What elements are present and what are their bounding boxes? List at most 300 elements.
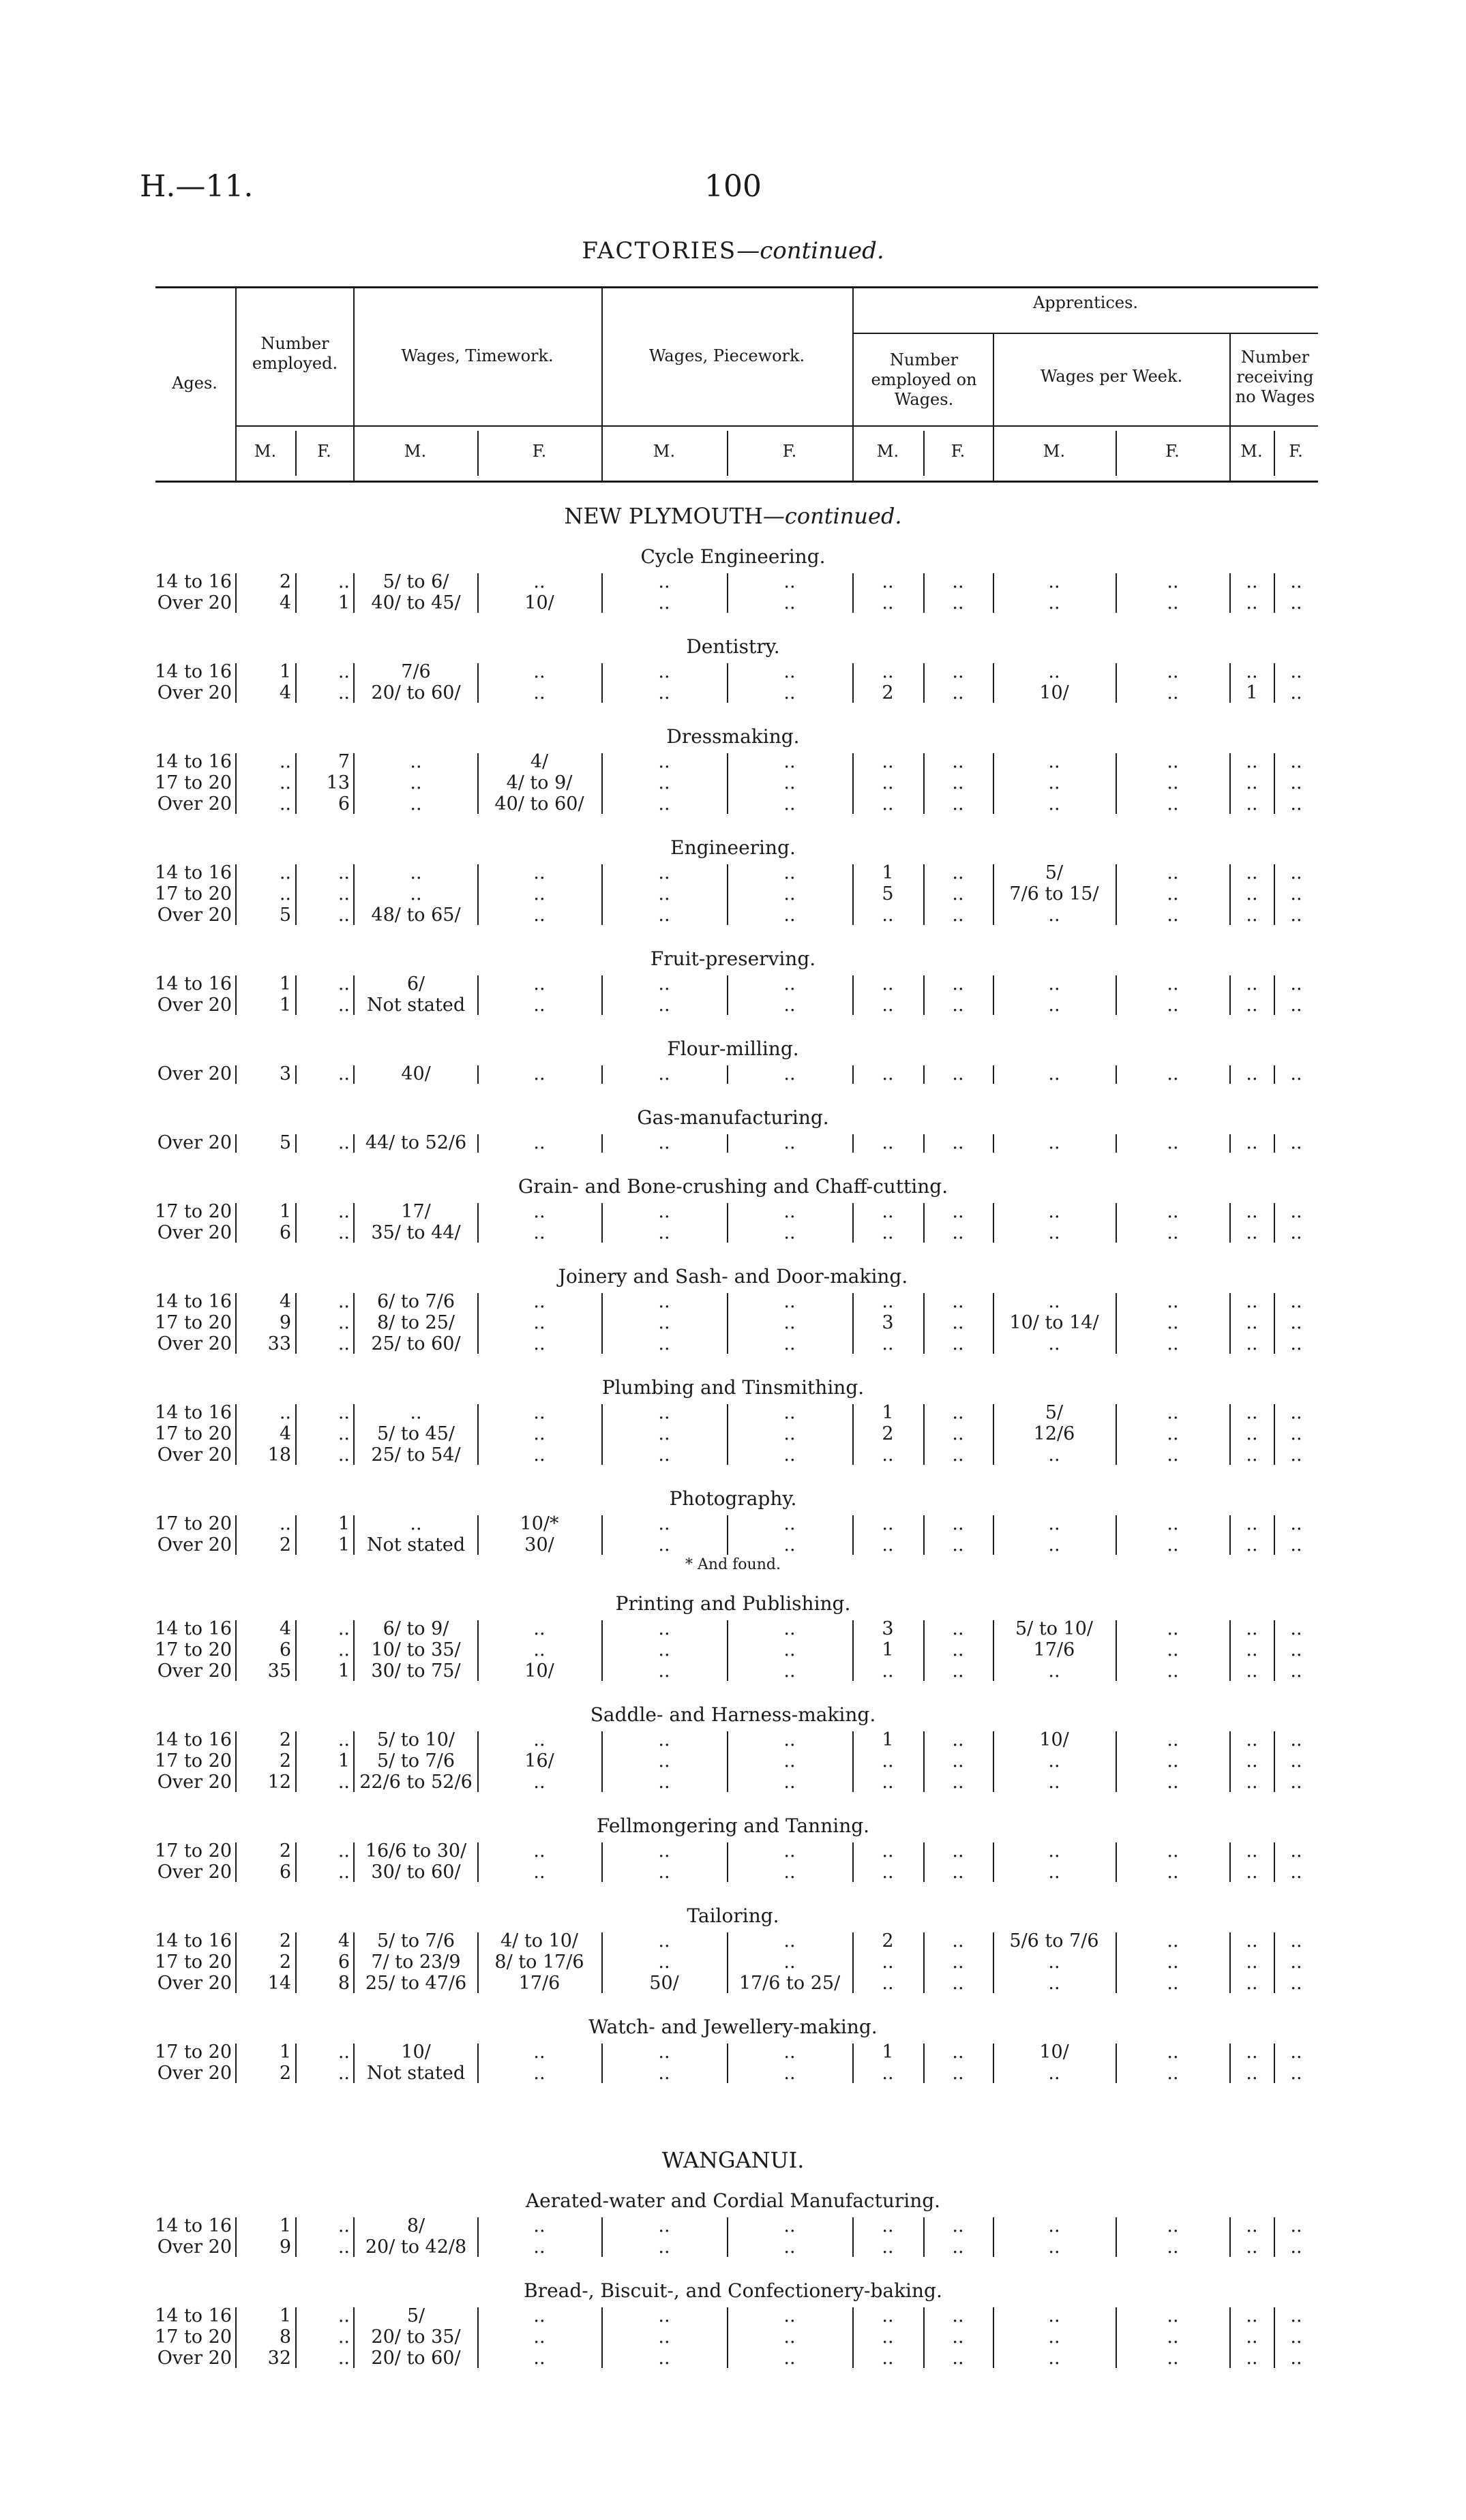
column-rule: [993, 1731, 994, 1792]
cell-no-wages-f: ..: [1290, 1063, 1302, 1084]
cell-piecework-f: ..: [783, 1952, 796, 1973]
column-rule: [295, 753, 297, 814]
cell-timework-f: 10/: [524, 592, 554, 613]
cell-appr-wage-f: ..: [1167, 1660, 1179, 1682]
cell-appr-wage-m: 10/: [1039, 2041, 1069, 2063]
cell-number-m: 18: [267, 1444, 291, 1466]
cell-piecework-m: ..: [658, 1660, 670, 1682]
column-rule: [601, 2217, 603, 2257]
cell-appr-number-f: ..: [952, 1333, 964, 1354]
cell-appr-number-m: ..: [882, 772, 894, 793]
cell-timework-f: ..: [533, 2215, 545, 2236]
cell-piecework-m: ..: [658, 1750, 670, 1772]
cell-no-wages-f: ..: [1290, 1132, 1302, 1153]
cell-piecework-m: ..: [658, 1402, 670, 1423]
column-rule: [295, 1932, 297, 1993]
cell-appr-wage-f: ..: [1167, 1333, 1179, 1354]
cell-number-m: 4: [279, 682, 291, 703]
cell-no-wages-m: ..: [1246, 1423, 1258, 1444]
cell-no-wages-m: ..: [1246, 2041, 1258, 2063]
cell-no-wages-f: ..: [1290, 1333, 1302, 1354]
column-rule: [727, 1404, 728, 1465]
cell-appr-wage-m: ..: [1048, 2063, 1060, 2084]
cell-no-wages-m: ..: [1246, 1862, 1258, 1883]
cell-timework-f: 40/ to 60/: [494, 793, 584, 815]
cell-piecework-m: ..: [658, 1729, 670, 1750]
cell-number-f: ..: [338, 682, 350, 703]
cell-number-f: ..: [338, 661, 350, 682]
column-rule: [727, 753, 728, 814]
column-rule: [353, 1203, 355, 1243]
cell-piecework-f: ..: [783, 2215, 796, 2236]
cell-appr-wage-f: ..: [1167, 1618, 1179, 1639]
cell-no-wages-f: ..: [1290, 793, 1302, 815]
cell-piecework-f: ..: [783, 1201, 796, 1222]
column-rule: [295, 1134, 297, 1153]
cell-age: Over 20: [157, 1660, 232, 1682]
cell-piecework-m: ..: [658, 862, 670, 883]
column-rule: [353, 753, 355, 814]
cell-appr-wage-m: ..: [1048, 1952, 1060, 1973]
cell-piecework-m: ..: [658, 1639, 670, 1660]
cell-no-wages-m: ..: [1246, 1201, 1258, 1222]
cell-timework-f: ..: [533, 1402, 545, 1423]
cell-number-f: ..: [338, 862, 350, 883]
cell-number-f: ..: [338, 995, 350, 1016]
header-f: F.: [317, 442, 331, 461]
cell-piecework-m: ..: [658, 1862, 670, 1883]
cell-number-m: 4: [279, 1423, 291, 1444]
cell-appr-wage-f: ..: [1167, 2236, 1179, 2258]
cell-timework-f: 16/: [524, 1750, 554, 1772]
cell-piecework-f: ..: [783, 751, 796, 772]
trade-heading: Fellmongering and Tanning.: [596, 1815, 870, 1837]
cell-no-wages-m: ..: [1246, 2305, 1258, 2326]
column-rule: [235, 1515, 237, 1555]
column-rule: [477, 2307, 479, 2368]
column-rule: [1116, 1842, 1117, 1882]
cell-piecework-m: ..: [658, 1772, 670, 1793]
cell-piecework-f: ..: [783, 862, 796, 883]
cell-no-wages-f: ..: [1290, 995, 1302, 1016]
cell-piecework-m: ..: [658, 1312, 670, 1333]
cell-no-wages-m: ..: [1246, 1402, 1258, 1423]
column-rule: [727, 1842, 728, 1882]
cell-no-wages-f: ..: [1290, 1291, 1302, 1312]
cell-no-wages-f: ..: [1290, 1513, 1302, 1534]
cell-no-wages-f: ..: [1290, 592, 1302, 613]
column-rule: [993, 1932, 994, 1993]
cell-appr-wage-f: ..: [1167, 592, 1179, 613]
cell-appr-wage-m: ..: [1048, 772, 1060, 793]
column-rule: [727, 663, 728, 703]
column-rule: [295, 573, 297, 613]
trade-heading: Engineering.: [670, 836, 796, 859]
cell-number-m: 35: [267, 1660, 291, 1682]
cell-no-wages-f: ..: [1290, 1534, 1302, 1555]
column-rule: [727, 2044, 728, 2083]
column-rule: [727, 1620, 728, 1681]
cell-appr-wage-f: ..: [1167, 2326, 1179, 2348]
column-rule: [923, 1932, 925, 1993]
cell-number-m: ..: [279, 772, 291, 793]
cell-appr-wage-m: 10/: [1039, 1729, 1069, 1750]
cell-no-wages-f: ..: [1290, 1862, 1302, 1883]
column-rule: [477, 1203, 479, 1243]
column-rule: [993, 663, 994, 703]
cell-number-f: 8: [338, 1973, 350, 1994]
cell-no-wages-f: ..: [1290, 1772, 1302, 1793]
column-rule: [727, 864, 728, 925]
cell-piecework-m: ..: [658, 1201, 670, 1222]
column-rule: [993, 1203, 994, 1243]
column-rule: [295, 1203, 297, 1243]
cell-appr-number-m: 1: [882, 2041, 894, 2063]
cell-appr-wage-f: ..: [1167, 751, 1179, 772]
cell-number-f: ..: [338, 1772, 350, 1793]
cell-appr-wage-f: ..: [1167, 2348, 1179, 2369]
cell-number-m: 1: [279, 2041, 291, 2063]
cell-timework-f: 4/ to 9/: [506, 772, 573, 793]
cell-number-f: 1: [338, 1513, 350, 1534]
cell-piecework-f: ..: [783, 1222, 796, 1243]
cell-no-wages-m: ..: [1246, 883, 1258, 905]
column-rule: [993, 975, 994, 1015]
column-rule: [1229, 753, 1231, 814]
cell-piecework-m: ..: [658, 571, 670, 592]
cell-number-f: ..: [338, 883, 350, 905]
cell-piecework-f: ..: [783, 661, 796, 682]
cell-age: 14 to 16: [155, 2215, 232, 2236]
cell-no-wages-m: ..: [1246, 1930, 1258, 1952]
cell-number-f: 6: [338, 793, 350, 815]
trade-heading: Tailoring.: [687, 1904, 779, 1927]
cell-appr-number-f: ..: [952, 862, 964, 883]
cell-timework-m: 8/ to 25/: [377, 1312, 455, 1333]
cell-no-wages-f: ..: [1290, 2041, 1302, 2063]
cell-number-f: ..: [338, 1729, 350, 1750]
cell-number-m: 2: [279, 2063, 291, 2084]
cell-piecework-m: ..: [658, 1513, 670, 1534]
cell-piecework-m: ..: [658, 2041, 670, 2063]
cell-appr-wage-f: ..: [1167, 571, 1179, 592]
cell-number-f: ..: [338, 1444, 350, 1466]
cell-piecework-f: ..: [783, 995, 796, 1016]
cell-appr-number-f: ..: [952, 1222, 964, 1243]
cell-no-wages-m: ..: [1246, 592, 1258, 613]
cell-timework-m: ..: [410, 1513, 422, 1534]
cell-appr-number-f: ..: [952, 1930, 964, 1952]
column-rule: [295, 1731, 297, 1792]
column-rule: [727, 573, 728, 613]
cell-timework-f: ..: [533, 2236, 545, 2258]
cell-piecework-m: ..: [658, 1291, 670, 1312]
cell-number-m: ..: [279, 883, 291, 905]
cell-age: Over 20: [157, 1333, 232, 1354]
column-rule: [923, 753, 925, 814]
column-rule: [601, 1134, 603, 1153]
column-rule: [1274, 2217, 1275, 2257]
column-rule: [353, 573, 355, 613]
cell-timework-f: ..: [533, 2326, 545, 2348]
cell-no-wages-f: ..: [1290, 1618, 1302, 1639]
cell-no-wages-m: ..: [1246, 1063, 1258, 1084]
cell-timework-m: Not stated: [366, 2063, 466, 2084]
cell-piecework-f: ..: [783, 571, 796, 592]
column-rule: [353, 1932, 355, 1993]
cell-number-f: ..: [338, 1312, 350, 1333]
column-rule: [1229, 1134, 1231, 1153]
cell-no-wages-f: ..: [1290, 973, 1302, 995]
cell-age: 17 to 20: [155, 2041, 232, 2063]
cell-appr-wage-f: ..: [1167, 1132, 1179, 1153]
cell-timework-f: ..: [533, 995, 545, 1016]
column-rule: [1229, 1731, 1231, 1792]
cell-piecework-f: ..: [783, 1862, 796, 1883]
cell-age: 14 to 16: [155, 1930, 232, 1952]
cell-timework-f: ..: [533, 1444, 545, 1466]
cell-number-m: 4: [279, 1618, 291, 1639]
cell-number-f: ..: [338, 1291, 350, 1312]
header-f: F.: [951, 442, 966, 461]
cell-timework-m: 7/6: [401, 661, 431, 682]
column-rule: [235, 753, 237, 814]
cell-appr-number-f: ..: [952, 772, 964, 793]
cell-appr-wage-f: ..: [1167, 1930, 1179, 1952]
cell-age: Over 20: [157, 905, 232, 926]
cell-appr-number-m: ..: [882, 1973, 894, 1994]
cell-timework-m: 20/ to 35/: [371, 2326, 461, 2348]
column-rule: [601, 1404, 603, 1465]
cell-age: Over 20: [157, 2236, 232, 2258]
column-rule: [993, 1842, 994, 1882]
column-rule: [1116, 1620, 1117, 1681]
cell-appr-number-f: ..: [952, 751, 964, 772]
cell-piecework-f: ..: [783, 592, 796, 613]
cell-age: 14 to 16: [155, 973, 232, 995]
cell-number-m: 1: [279, 661, 291, 682]
cell-appr-number-f: ..: [952, 1402, 964, 1423]
header-f: F.: [1289, 442, 1303, 461]
column-rule: [1229, 1065, 1231, 1084]
cell-no-wages-f: ..: [1290, 883, 1302, 905]
cell-age: 17 to 20: [155, 1201, 232, 1222]
column-rule: [235, 663, 237, 703]
column-rule: [601, 753, 603, 814]
cell-timework-m: 17/: [401, 1201, 431, 1222]
cell-appr-number-f: ..: [952, 905, 964, 926]
column-rule: [477, 975, 479, 1015]
cell-appr-wage-f: ..: [1167, 1534, 1179, 1555]
cell-age: Over 20: [157, 1222, 232, 1243]
section-heading: [0, 2147, 1466, 2173]
column-rule: [993, 1293, 994, 1354]
cell-no-wages-m: ..: [1246, 1639, 1258, 1660]
column-rule: [1116, 1932, 1117, 1993]
cell-appr-number-m: ..: [882, 571, 894, 592]
cell-number-f: ..: [338, 2326, 350, 2348]
column-rule: [852, 1515, 854, 1555]
column-rule: [235, 1134, 237, 1153]
cell-age: 14 to 16: [155, 661, 232, 682]
cell-piecework-f: ..: [783, 1534, 796, 1555]
cell-appr-wage-m: ..: [1048, 1201, 1060, 1222]
cell-number-m: 32: [267, 2348, 291, 2369]
column-rule: [235, 1932, 237, 1993]
column-rule: [477, 663, 479, 703]
column-rule: [727, 1134, 728, 1153]
cell-piecework-m: ..: [658, 1840, 670, 1862]
column-rule: [852, 1065, 854, 1084]
cell-number-f: ..: [338, 905, 350, 926]
cell-piecework-m: ..: [658, 772, 670, 793]
column-rule: [353, 663, 355, 703]
column-rule: [477, 2217, 479, 2257]
column-rule: [235, 2217, 237, 2257]
cell-age: 17 to 20: [155, 1513, 232, 1534]
cell-no-wages-m: ..: [1246, 1333, 1258, 1354]
column-rule: [852, 1842, 854, 1882]
column-rule: [1274, 1932, 1275, 1993]
cell-age: Over 20: [157, 1973, 232, 1994]
cell-appr-number-m: 2: [882, 1423, 894, 1444]
cell-timework-f: ..: [533, 1201, 545, 1222]
column-rule: [1274, 1515, 1275, 1555]
column-rule: [1116, 1293, 1117, 1354]
cell-appr-number-f: ..: [952, 1063, 964, 1084]
column-rule: [923, 1842, 925, 1882]
cell-no-wages-m: ..: [1246, 1772, 1258, 1793]
cell-no-wages-f: ..: [1290, 2063, 1302, 2084]
column-rule: [993, 2044, 994, 2083]
cell-appr-number-f: ..: [952, 1618, 964, 1639]
cell-appr-number-f: ..: [952, 1534, 964, 1555]
cell-appr-wage-m: 5/ to 10/: [1015, 1618, 1093, 1639]
cell-piecework-f: ..: [783, 905, 796, 926]
cell-no-wages-f: ..: [1290, 1423, 1302, 1444]
cell-piecework-f: ..: [783, 1729, 796, 1750]
cell-age: Over 20: [157, 793, 232, 815]
cell-number-m: 2: [279, 1930, 291, 1952]
column-rule: [852, 1620, 854, 1681]
cell-no-wages-f: ..: [1290, 1660, 1302, 1682]
trade-heading: Saddle- and Harness-making.: [590, 1703, 876, 1726]
cell-appr-number-m: ..: [882, 1513, 894, 1534]
cell-no-wages-m: ..: [1246, 995, 1258, 1016]
cell-number-f: 13: [326, 772, 350, 793]
cell-piecework-f: ..: [783, 1402, 796, 1423]
cell-appr-number-m: ..: [882, 1772, 894, 1793]
cell-piecework-m: ..: [658, 1930, 670, 1952]
cell-age: Over 20: [157, 1862, 232, 1883]
column-rule: [477, 1515, 479, 1555]
column-rule: [923, 1293, 925, 1354]
cell-appr-number-m: 5: [882, 883, 894, 905]
cell-age: 14 to 16: [155, 1618, 232, 1639]
cell-timework-m: Not stated: [366, 995, 466, 1016]
cell-appr-wage-f: ..: [1167, 1750, 1179, 1772]
cell-appr-number-m: 2: [882, 1930, 894, 1952]
column-rule: [1116, 2217, 1117, 2257]
cell-piecework-f: ..: [783, 973, 796, 995]
column-rule: [601, 1203, 603, 1243]
cell-number-m: ..: [279, 862, 291, 883]
cell-number-m: 4: [279, 592, 291, 613]
cell-appr-number-f: ..: [952, 1201, 964, 1222]
cell-no-wages-m: ..: [1246, 751, 1258, 772]
cell-number-m: 2: [279, 1534, 291, 1555]
cell-timework-m: 5/ to 7/6: [377, 1750, 455, 1772]
cell-appr-wage-m: ..: [1048, 1772, 1060, 1793]
cell-piecework-m: ..: [658, 973, 670, 995]
column-rule: [1274, 2044, 1275, 2083]
trade-heading: Flour-milling.: [667, 1037, 799, 1060]
cell-no-wages-f: ..: [1290, 751, 1302, 772]
column-rule: [852, 1404, 854, 1465]
cell-age: Over 20: [157, 592, 232, 613]
column-rule: [923, 1515, 925, 1555]
cell-appr-wage-m: ..: [1048, 793, 1060, 815]
cell-appr-wage-m: 10/ to 14/: [1009, 1312, 1099, 1333]
cell-no-wages-m: ..: [1246, 1729, 1258, 1750]
column-rule: [923, 2217, 925, 2257]
cell-appr-wage-m: ..: [1048, 1132, 1060, 1153]
cell-number-f: 7: [338, 751, 350, 772]
header-m: M.: [404, 442, 427, 461]
cell-appr-wage-f: ..: [1167, 905, 1179, 926]
cell-timework-f: ..: [533, 1618, 545, 1639]
column-rule: [1116, 975, 1117, 1015]
cell-number-f: ..: [338, 1132, 350, 1153]
column-rule: [353, 1134, 355, 1153]
cell-no-wages-m: ..: [1246, 2326, 1258, 2348]
cell-appr-number-m: ..: [882, 2326, 894, 2348]
column-rule: [1274, 1203, 1275, 1243]
column-rule: [1229, 1842, 1231, 1882]
column-rule: [1116, 663, 1117, 703]
cell-timework-m: ..: [410, 793, 422, 815]
cell-number-f: ..: [338, 1333, 350, 1354]
cell-appr-number-m: ..: [882, 1444, 894, 1466]
cell-timework-f: ..: [533, 1423, 545, 1444]
cell-appr-wage-f: ..: [1167, 1772, 1179, 1793]
cell-appr-wage-f: ..: [1167, 793, 1179, 815]
cell-piecework-m: ..: [658, 2215, 670, 2236]
trade-heading: Dressmaking.: [666, 725, 800, 748]
cell-piecework-m: ..: [658, 1222, 670, 1243]
cell-age: 14 to 16: [155, 571, 232, 592]
cell-piecework-f: ..: [783, 1513, 796, 1534]
cell-piecework-m: ..: [658, 1444, 670, 1466]
header-m: M.: [653, 442, 676, 461]
cell-piecework-m: ..: [658, 2236, 670, 2258]
cell-timework-m: 20/ to 60/: [371, 2348, 461, 2369]
column-rule: [1116, 864, 1117, 925]
cell-piecework-m: ..: [658, 2348, 670, 2369]
cell-piecework-m: ..: [658, 2326, 670, 2348]
cell-appr-wage-m: ..: [1048, 2215, 1060, 2236]
cell-piecework-m: ..: [658, 1618, 670, 1639]
header-wages-piecework: Wages, Piecework.: [648, 346, 805, 365]
cell-age: Over 20: [157, 1772, 232, 1793]
column-rule: [295, 1065, 297, 1084]
cell-appr-wage-m: ..: [1048, 1333, 1060, 1354]
cell-timework-m: 25/ to 60/: [371, 1333, 461, 1354]
cell-appr-wage-m: 7/6 to 15/: [1009, 883, 1099, 905]
cell-appr-number-m: ..: [882, 592, 894, 613]
cell-age: Over 20: [157, 2063, 232, 2084]
cell-appr-number-m: 2: [882, 682, 894, 703]
